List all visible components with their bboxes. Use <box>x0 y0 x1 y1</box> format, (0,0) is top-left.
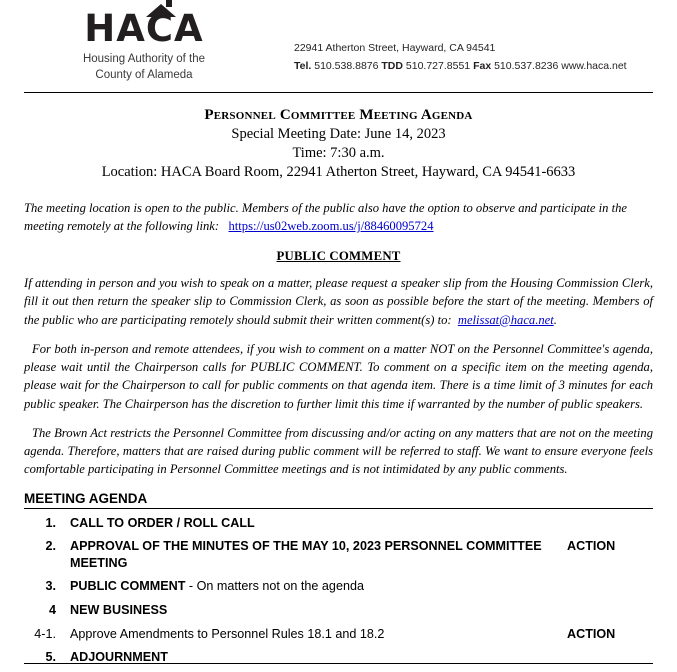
logo-subtitle <box>64 52 224 83</box>
phone-line <box>294 58 653 76</box>
agenda-list <box>24 515 653 666</box>
haca-logo <box>24 7 224 83</box>
logo-wordmark <box>84 7 204 50</box>
agenda-item-2[interactable] <box>24 538 653 571</box>
agenda-item-number: 4-1. <box>34 626 56 641</box>
public-comment-paragraph-2: For both in-person and remote attendees, if you wish to comment on a matter NOT on the Personnel Committee's agenda, please wait until the Chairperson calls for PUBLIC COMMENT. To comment on a specific item on the meeting agenda, please wait for the Chairperson to call for public comments on that agenda item. There is a time limit of 3 minutes for each public speaker. The Chairperson has the discretion to further limit this time if warranted by the number of public speakers. <box>24 341 653 411</box>
agenda-item-number: 5. <box>45 650 56 665</box>
paragraph-1-period: . <box>553 312 557 327</box>
zoom-link[interactable]: https://us02web.zoom.us/j/88460095724 <box>228 219 434 234</box>
remote-participation-paragraph <box>24 199 653 236</box>
agenda-item-number: 1. <box>45 515 56 530</box>
agenda-item-title: APPROVAL OF THE MINUTES OF THE MAY 10, 2023 PERSONNEL COMMITTEE MEETING <box>70 539 542 570</box>
public-comment-text-1: If attending in person and you wish to speak on a matter, please request a speaker slip from the Housing Commission Clerk, fill it out then return the speaker slip to Commission Clerk, as soon as possible before the start of the meeting. Members of the public who are participating remotely should submit their written comment(s) to: <box>24 276 653 327</box>
tel-number: 510.538.8876 <box>314 59 379 72</box>
fax-label: Fax <box>473 59 492 72</box>
title-block <box>24 107 653 181</box>
meeting-location: Location: HACA Board Room, 22941 Atherton Street, Hayward, CA 94541-6633 <box>101 164 576 180</box>
letterhead <box>24 0 653 88</box>
public-comment-paragraph-1 <box>24 274 653 329</box>
agenda-item-action: ACTION <box>567 539 616 554</box>
email-link[interactable]: melissat@haca.net <box>457 312 554 327</box>
agenda-heading: MEETING AGENDA <box>24 490 148 506</box>
tdd-number: 510.727.8551 <box>405 59 471 72</box>
agenda-item-title: Approve Amendments to Personnel Rules 18.1 and 18.2 <box>70 626 385 641</box>
logo-subtitle-line2: County of Alameda <box>95 68 193 81</box>
page-title: Personnel Committee Meeting Agenda <box>204 107 473 123</box>
agenda-item-action: ACTION <box>567 626 616 641</box>
agenda-item-label <box>70 626 567 643</box>
fax-number: 510.537.8236 <box>494 59 559 72</box>
contact-info <box>224 10 653 76</box>
agenda-item-4[interactable] <box>24 602 653 619</box>
agenda-item-3[interactable] <box>24 578 653 595</box>
tdd-label: TDD <box>381 59 403 72</box>
agenda-item-label <box>70 578 567 595</box>
agenda-item-4-1[interactable] <box>24 626 653 643</box>
header-divider <box>24 92 653 93</box>
body-content <box>24 199 653 479</box>
agenda-item-number: 4 <box>48 602 56 617</box>
meeting-time: Time: 7:30 a.m. <box>292 145 385 161</box>
agenda-item-title: ADJOURNMENT <box>70 650 168 665</box>
remote-intro-text: The meeting location is open to the public. Members of the public also have the option to observe and participate in the meeting remotely at the following link: <box>24 201 627 234</box>
house-chimney-icon <box>166 0 172 7</box>
agenda-item-number: 2. <box>45 539 56 554</box>
agenda-item-label <box>70 515 567 532</box>
website: www.haca.net <box>561 59 627 72</box>
agenda-item-title: PUBLIC COMMENT <box>70 579 186 594</box>
agenda-item-note: - On matters not on the agenda <box>185 579 364 594</box>
agenda-item-title: CALL TO ORDER / ROLL CALL <box>70 515 255 530</box>
agenda-item-number: 3. <box>45 579 56 594</box>
street-address: 22941 Atherton Street, Hayward, CA 94541 <box>294 42 496 54</box>
agenda-item-1[interactable] <box>24 515 653 532</box>
tel-label: Tel. <box>294 59 312 72</box>
footer-divider <box>24 663 653 664</box>
logo-subtitle-line1: Housing Authority of the <box>82 53 206 65</box>
agenda-item-label <box>70 602 567 619</box>
brown-act-paragraph: The Brown Act restricts the Personnel Committee from discussing and/or acting on any matters that are not on the meeting agenda. Therefore, matters that are raised during public comment will be referred to staff. We want to ensure everyone feels comfortable participating in Personnel Committee meetings and is not intimidated by any public comments. <box>24 425 653 477</box>
logo-text: HACA <box>84 7 204 50</box>
agenda-item-title: NEW BUSINESS <box>70 602 168 617</box>
public-comment-heading: PUBLIC COMMENT <box>276 248 401 263</box>
meeting-date: Special Meeting Date: June 14, 2023 <box>231 126 446 142</box>
agenda-divider <box>24 508 653 509</box>
agenda-item-label <box>70 538 567 571</box>
